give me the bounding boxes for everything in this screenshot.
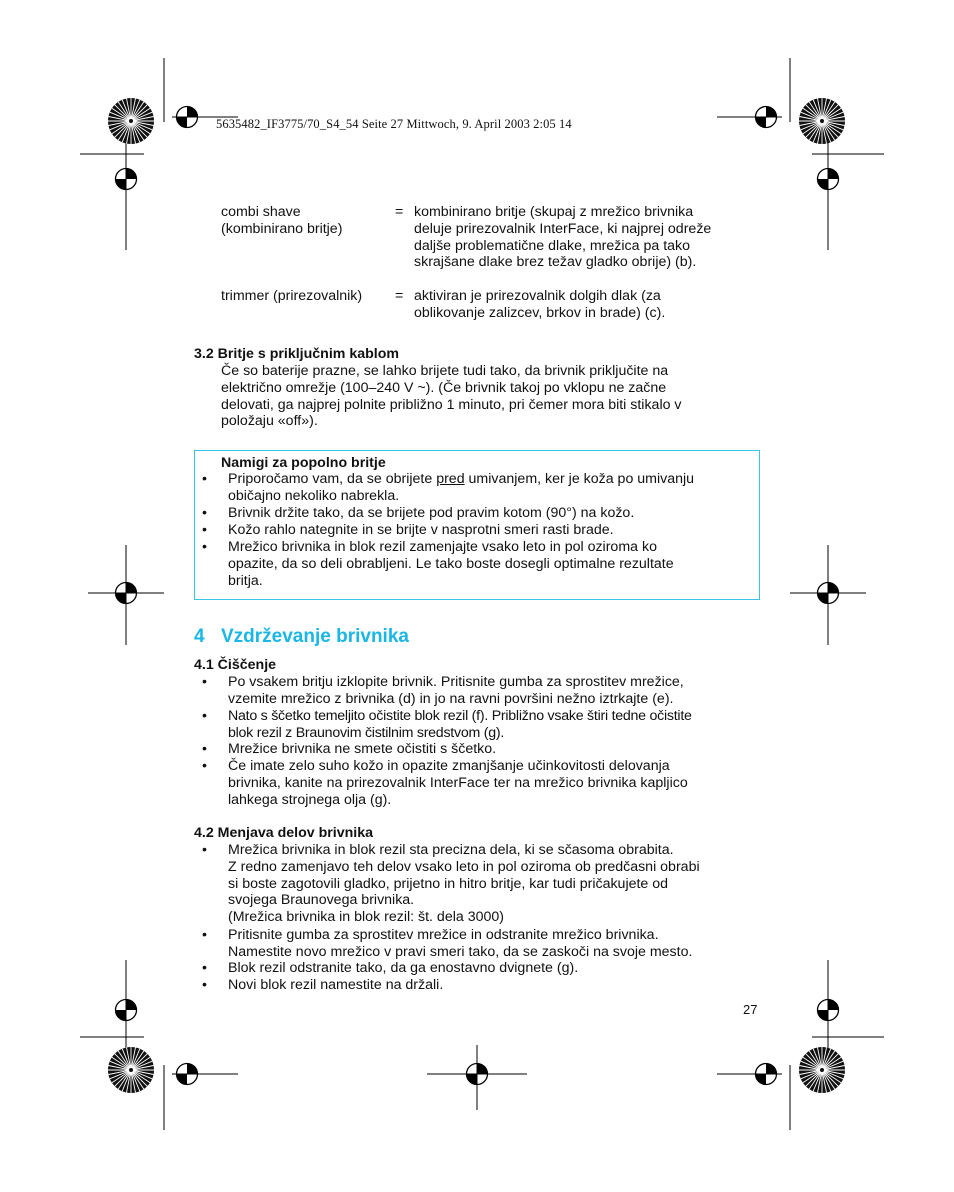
list-item: • Brivnik držite tako, da se brijete pod pravim kotom (90°) na kožo. — [202, 505, 635, 521]
section-heading-4-2: 4.2 Menjava delov brivnika — [194, 825, 373, 841]
list-item: • Blok rezil odstranite tako, da ga enostavno dvignete (g). — [202, 960, 579, 976]
list-item: • Novi blok rezil namestite na držali. — [202, 977, 444, 993]
section-title-4: 4 Vzdrževanje brivnika — [194, 626, 409, 647]
list-item: • Mrežica brivnika in blok rezil sta precizna dela, ki se sčasoma obrabita. Z redno zamenjavo teh delov vsako leto in pol oziroma ob predčasni obrabi si boste zagotovili gladko, prijetno in hitro britje, kar tudi pričakujete od svojega Braunovega brivnika. (Mrežica brivnika in blok rezil: št. dela 3000) — [202, 842, 700, 926]
page-number: 27 — [743, 1002, 758, 1017]
emphasis-underlined: pred — [436, 471, 465, 487]
list-item: • Pritisnite gumba za sprostitev mrežice in odstranite mrežico brivnika. Namestite novo mrežico v pravi smeri tako, da se zaskoči na svoje mesto. — [202, 927, 693, 960]
definition-term: combi shave (kombinirano britje) — [221, 204, 343, 237]
definition-equals: = — [395, 288, 404, 304]
list-item: • Kožo rahlo nategnite in se brijte v nasprotni smeri rasti brade. — [202, 522, 614, 538]
definition-equals: = — [395, 204, 404, 220]
definition-description: kombinirano britje (skupaj z mrežico brivnika deluje prirezovalnik InterFace, ki najprej odreže daljše problematične dlake, mrežica pa tako skrajšane dlake brez težav gladko obrije) (b). — [414, 204, 712, 271]
definition-description: aktiviran je prirezovalnik dolgih dlak (za oblikovanje zalizcev, brkov in brade) (c). — [414, 288, 666, 321]
hints-heading: Namigi za popolno britje — [221, 455, 386, 471]
list-item: • Priporočamo vam, da se obrijete pred umivanjem, ker je koža po umivanju običajno nekoliko nabrekla. — [202, 471, 695, 504]
section-heading-4-1: 4.1 Čiščenje — [194, 657, 277, 673]
list-item: • Mrežice brivnika ne smete očistiti s ščetko. — [202, 741, 497, 757]
list-item: • Če imate zelo suho kožo in opazite zmanjšanje učinkovitosti delovanja brivnika, kanite na prirezovalnik InterFace ter na mrežico brivnika kapljico lahkega strojnega olja (g). — [202, 758, 688, 808]
list-item: • Po vsakem britju izklopite brivnik. Pritisnite gumba za sprostitev mrežice, vzemite mrežico z brivnika (d) in jo na ravni površini nežno iztrkajte (e). — [202, 674, 684, 707]
list-item: • Nato s ščetko temeljito očistite blok rezil (f). Približno vsake štiri tedne očistite blok rezil z Braunovim čistilnim sredstvom (g). — [202, 708, 692, 741]
section-heading-3-2: 3.2 Britje s priključnim kablom — [194, 346, 399, 362]
bullet: • — [202, 471, 207, 487]
print-header: 5635482_IF3775/70_S4_54 Seite 27 Mittwoch, 9. April 2003 2:05 14 — [216, 117, 572, 131]
definition-term: trimmer (prirezovalnik) — [221, 288, 363, 304]
definition-list — [221, 204, 761, 324]
section-3-2-body: Če so baterije prazne, se lahko brijete tudi tako, da brivnik priključite na električno omrežje (100–240 V ~). (Če brivnik takoj po vklopu ne začne delovati, ga najprej polnite približno 1 minuto, pri čemer mora biti stikalo v položaju «off»). — [221, 363, 682, 430]
list-item: • Mrežico brivnika in blok rezil zamenjajte vsako leto in pol oziroma ko opazite, da so deli obrabljeni. Le tako boste dosegli optimalne rezultate britja. — [202, 539, 674, 589]
